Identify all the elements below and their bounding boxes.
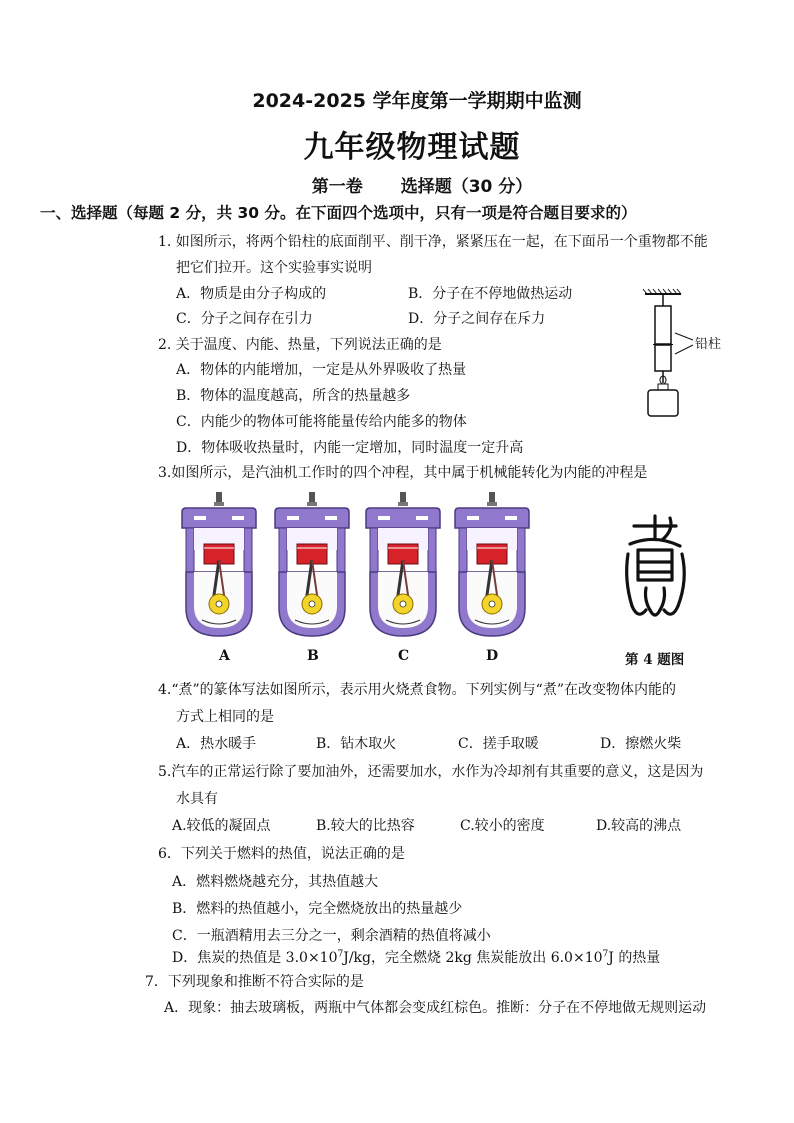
q4-option-d: D．擦燃火柴	[600, 736, 682, 752]
q4-option-c: C．搓手取暖	[458, 736, 539, 752]
q1-stem-line2: 把它们拉开。这个实验事实说明	[176, 260, 372, 276]
q5-option-c: C.较小的密度	[460, 818, 545, 834]
q4-stem-line1: 4.“煮”的篆体写法如图所示，表示用火烧煮食物。下列实例与“煮”在改变物体内能的	[158, 682, 676, 698]
q6-option-a: A．燃料燃烧越充分，其热值越大	[172, 874, 379, 890]
part-heading	[0, 172, 794, 197]
lead-cylinder-figure	[635, 288, 745, 423]
q7-option-a: A．现象：抽去玻璃板，两瓶中气体都会变成红棕色。推断：分子在不停地做无规则运动	[164, 1000, 707, 1016]
engine-stroke-figure	[180, 490, 540, 645]
q5-stem-line2: 水具有	[176, 791, 218, 807]
section-title: 一、选择题（每题 2 分，共 30 分。在下面四个选项中，只有一项是符合题目要求的）	[40, 204, 637, 222]
engine-label-a: A	[219, 648, 230, 664]
exam-main-title: 九年级物理试题	[303, 130, 521, 165]
q7-stem: 7．下列现象和推断不符合实际的是	[145, 974, 364, 990]
q1-option-c: C．分子之间存在引力	[176, 311, 313, 327]
exam-year-title: 2024-2025 学年度第一学期期中监测	[252, 90, 582, 112]
q2-option-d: D．物体吸收热量时，内能一定增加，同时温度一定升高	[176, 440, 524, 456]
q5-stem-line1: 5.汽车的正常运行除了要加油外，还需要加水，水作为冷却剂有其重要的意义，这是因为	[158, 764, 704, 780]
part-type: 选择题（30 分）	[400, 177, 533, 197]
q5-option-a: A.较低的凝固点	[172, 818, 271, 834]
lead-cylinder-label: 铅柱	[695, 337, 722, 352]
q3-stem: 3.如图所示，是汽油机工作时的四个冲程，其中属于机械能转化为内能的冲程是	[158, 465, 648, 481]
q4-option-b: B．钻木取火	[316, 736, 397, 752]
q1-stem-line1: 1. 如图所示，将两个铅柱的底面削平、削干净，紧紧压在一起，在下面吊一个重物都不能	[158, 234, 708, 250]
q6-option-c: C．一瓶酒精用去三分之一，剩余酒精的热值将减小	[172, 928, 491, 944]
q6-stem: 6．下列关于燃料的热值，说法正确的是	[158, 846, 405, 862]
q6-option-b: B．燃料的热值越小，完全燃烧放出的热量越少	[172, 901, 463, 917]
figure-4-caption: 第 4 题图	[625, 652, 685, 668]
q1-option-d: D．分子之间存在斥力	[408, 311, 546, 327]
engine-label-c: C	[398, 648, 410, 664]
q2-stem: 2. 关于温度、内能、热量，下列说法正确的是	[158, 337, 442, 353]
q2-option-c: C．内能少的物体可能将能量传给内能多的物体	[176, 414, 467, 430]
part-name: 第一卷	[311, 177, 363, 197]
engine-label-d: D	[486, 648, 499, 664]
q4-stem-line2: 方式上相同的是	[176, 709, 274, 725]
seal-script-zhu-glyph	[620, 510, 690, 628]
q5-option-d: D.较高的沸点	[596, 818, 682, 834]
q1-option-a: A．物质是由分子构成的	[176, 286, 327, 302]
q4-option-a: A．热水暖手	[176, 736, 257, 752]
q6-option-d: D．焦炭的热值是 $3.0\times 10^7J/kg$，完全燃烧 2kg 焦炭能放出 $6.0\times 10^7J$ 的热量	[172, 949, 661, 966]
q5-option-b: B.较大的比热容	[316, 818, 415, 834]
engine-label-b: B	[307, 648, 319, 664]
q2-option-b: B．物体的温度越高，所含的热量越多	[176, 388, 411, 404]
q2-option-a: A．物体的内能增加，一定是从外界吸收了热量	[176, 362, 467, 378]
q1-option-b: B．分子在不停地做热运动	[408, 286, 573, 302]
